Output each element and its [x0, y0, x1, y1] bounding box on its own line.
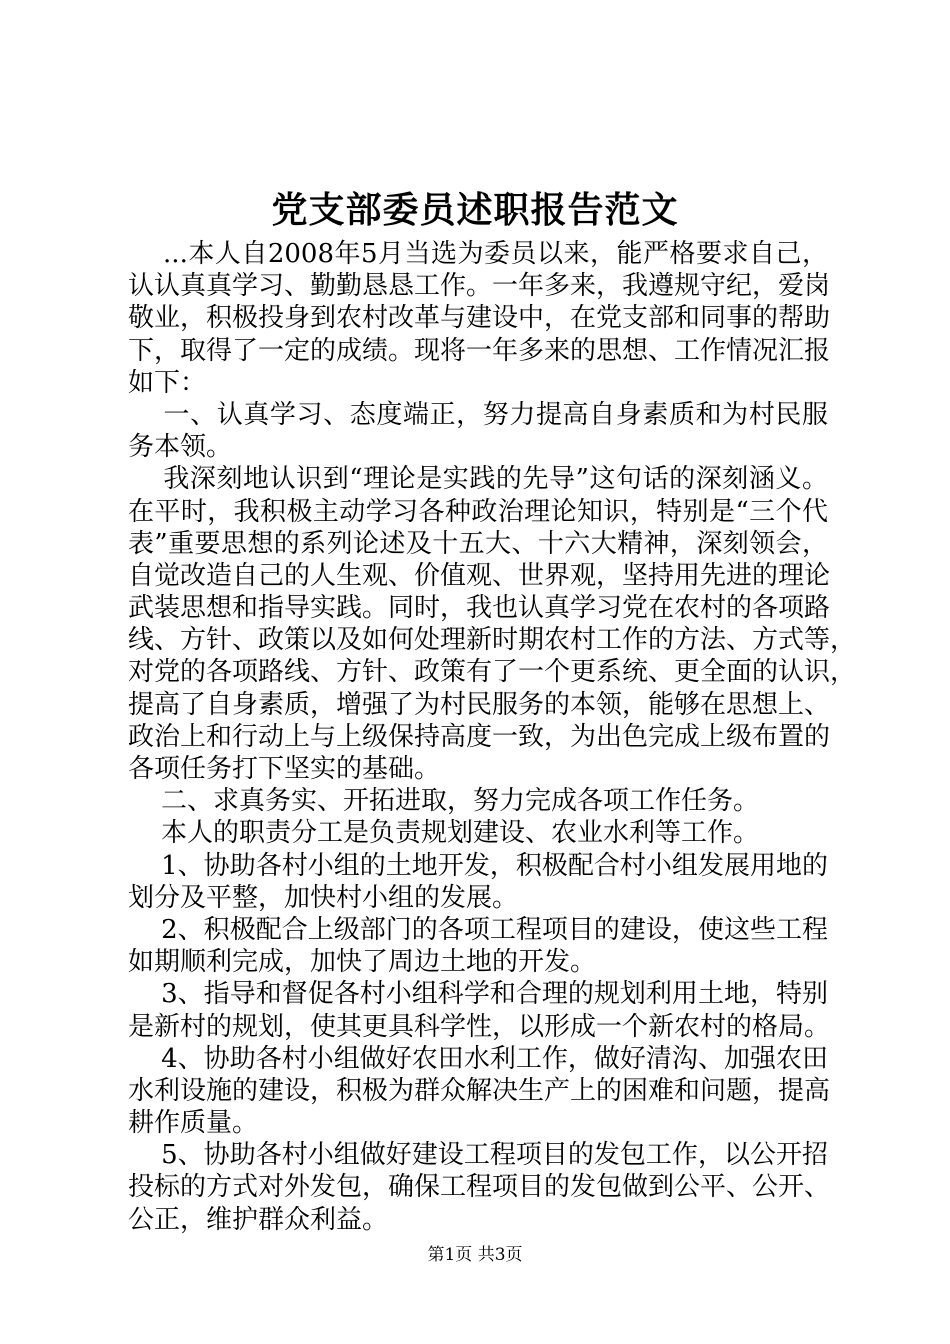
- text-line: 政治上和行动上与上级保持高度一致，为出色完成上级布置的: [128, 721, 831, 752]
- text-line: 3、指导和督促各村小组科学和合理的规划利用土地，特别: [128, 979, 828, 1010]
- document-body: [128, 238, 857, 1236]
- text-line: 如下：: [128, 367, 207, 398]
- text-line: 我深刻地认识到“理论是实践的先导”这句话的深刻涵义。: [128, 464, 828, 495]
- text-line: 务本领。: [128, 432, 233, 463]
- text-line: 自觉改造自己的人生观、价值观、世界观，坚持用先进的理论: [128, 560, 831, 591]
- text-line: 公正，维护群众利益。: [128, 1204, 389, 1235]
- text-line: 下，取得了一定的成绩。现将一年多来的思想、工作情况汇报: [128, 335, 831, 366]
- text-line: 二、求真务实、开拓进取，努力完成各项工作任务。: [128, 786, 760, 817]
- text-line: 敬业，积极投身到农村改革与建设中，在党支部和同事的帮助: [128, 303, 831, 334]
- text-line: 认认真真学习、勤勤恳恳工作。一年多来，我遵规守纪，爱岗: [128, 271, 831, 302]
- text-line: 2、积极配合上级部门的各项工程项目的建设，使这些工程: [128, 914, 828, 945]
- text-line: 水利设施的建设，积极为群众解决生产上的困难和问题，提高: [128, 1075, 831, 1106]
- text-line: 1、协助各村小组的土地开发，积极配合村小组发展用地的: [128, 850, 828, 881]
- text-line: 一、认真学习、态度端正，努力提高自身素质和为村民服: [128, 399, 828, 430]
- document-title: 党支部委员述职报告范文: [271, 189, 679, 231]
- text-line: 耕作质量。: [128, 1108, 259, 1139]
- text-line: 表”重要思想的系列论述及十五大、十六大精神，深刻领会，: [128, 528, 828, 559]
- text-line: ...本人自2008年5月当选为委员以来，能严格要求自己，: [128, 239, 828, 269]
- text-line: 投标的方式对外发包，确保工程项目的发包做到公平、公开、: [128, 1172, 831, 1203]
- text-line: 对党的各项路线、方针、政策有了一个更系统、更全面的认识，: [128, 657, 857, 688]
- text-line: 各项任务打下坚实的基础。: [128, 754, 441, 784]
- text-line: 在平时，我积极主动学习各种政治理论知识，特别是“三个代: [128, 496, 828, 527]
- text-line: 4、协助各村小组做好农田水利工作，做好清沟、加强农田: [128, 1043, 828, 1074]
- text-line: 如期顺利完成，加快了周边土地的开发。: [128, 947, 597, 978]
- text-line: 武装思想和指导实践。同时，我也认真学习党在农村的各项路: [128, 593, 831, 624]
- text-line: 提高了自身素质，增强了为村民服务的本领，能够在思想上、: [128, 689, 831, 720]
- text-line: 划分及平整，加快村小组的发展。: [128, 882, 519, 913]
- text-line: 是新村的规划，使其更具科学性，以形成一个新农村的格局。: [128, 1011, 831, 1042]
- page-footer: 第1页 共3页: [427, 1245, 523, 1265]
- text-line: 5、协助各村小组做好建设工程项目的发包工作，以公开招: [128, 1140, 828, 1171]
- text-line: 本人的职责分工是负责规划建设、农业水利等工作。: [128, 818, 760, 849]
- text-line: 线、方针、政策以及如何处理新时期农村工作的方法、方式等，: [128, 625, 857, 656]
